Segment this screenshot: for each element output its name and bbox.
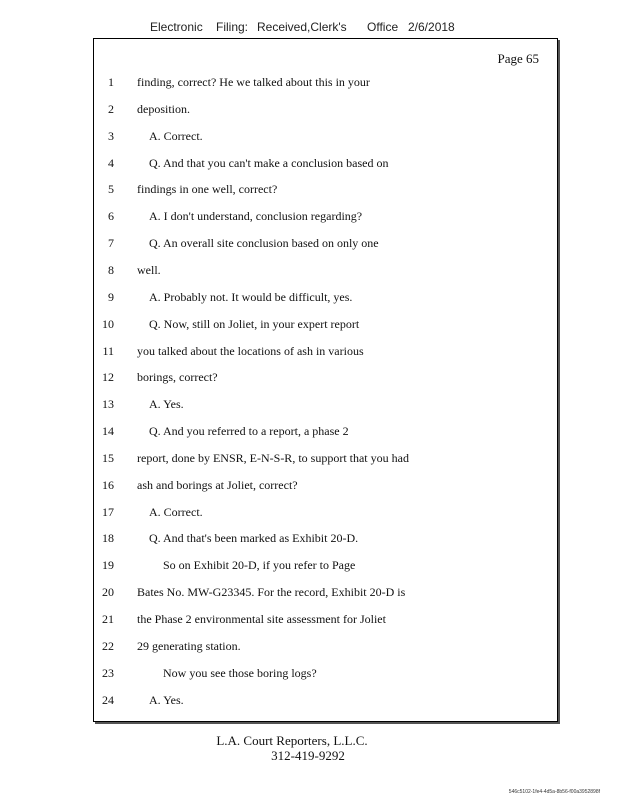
reporter-phone: 312-419-9292 — [271, 748, 345, 763]
header-word-filing: Filing: — [216, 20, 249, 34]
line-text: you talked about the locations of ash in various — [137, 343, 364, 358]
line-text: finding, correct? He we talked about this in your — [137, 75, 370, 89]
transcript-line — [94, 693, 554, 709]
line-text: Q. And that's been marked as Exhibit 20-D. — [149, 531, 359, 546]
line-text: Q. Now, still on Joliet, in your expert report — [149, 316, 360, 331]
line-number: 18 — [102, 531, 114, 546]
line-number: 21 — [102, 612, 114, 626]
line-number: 2 — [108, 101, 114, 116]
line-number: 23 — [102, 665, 114, 680]
transcript-line — [94, 505, 554, 521]
page-number: Page 65 — [497, 51, 539, 66]
line-number: 13 — [102, 397, 114, 412]
transcript-line — [94, 156, 554, 172]
line-text: A. Probably not. It would be difficult, yes. — [149, 289, 353, 304]
header-word-office: Office — [367, 20, 399, 34]
transcript-line — [94, 424, 554, 440]
line-text: Q. And that you can't make a conclusion based on — [149, 155, 389, 170]
transcript-line — [94, 290, 554, 306]
line-text: A. Correct. — [149, 128, 203, 143]
line-text: A. I don't understand, conclusion regarding? — [149, 209, 363, 224]
line-text: Now you see those boring logs? — [163, 665, 317, 680]
transcript-line — [94, 75, 554, 91]
line-text: Bates No. MW-G23345. For the record, Exhibit 20-D is — [137, 585, 406, 600]
line-number: 19 — [102, 558, 114, 573]
line-number: 6 — [108, 209, 114, 224]
header-word-received: Received,Clerk's — [257, 20, 347, 34]
transcript-line — [94, 370, 554, 386]
header-word-electronic: Electronic — [150, 20, 203, 34]
line-text: 29 generating station. — [137, 638, 241, 653]
reporter-company: L.A. Court Reporters, L.L.C. — [216, 733, 368, 748]
transcript-line — [94, 344, 554, 360]
header-date: 2/6/2018 — [408, 20, 455, 34]
line-number: 3 — [108, 128, 114, 143]
line-number: 5 — [108, 182, 114, 197]
line-text: So on Exhibit 20-D, if you refer to Page — [163, 558, 356, 573]
transcript-line — [94, 263, 554, 279]
line-number: 4 — [108, 155, 114, 170]
line-number: 10 — [102, 316, 114, 331]
transcript-line — [94, 639, 554, 655]
transcript-line — [94, 102, 554, 118]
transcript-line — [94, 666, 554, 682]
line-text: findings in one well, correct? — [137, 182, 278, 197]
line-number: 11 — [102, 343, 114, 358]
filing-header — [0, 20, 618, 38]
line-number: 17 — [102, 504, 114, 519]
transcript-line — [94, 209, 554, 225]
transcript-page — [93, 38, 558, 722]
document-hash: 546c5102-1fe4-4d5a-8b56-f00a3952898f — [508, 789, 600, 795]
transcript-line — [94, 612, 554, 628]
line-number: 8 — [108, 262, 114, 277]
line-text: deposition. — [137, 101, 190, 116]
transcript-line — [94, 317, 554, 333]
line-number: 22 — [102, 638, 114, 653]
line-text: the Phase 2 environmental site assessment for Joliet — [137, 612, 386, 626]
line-number: 7 — [108, 236, 114, 251]
transcript-line — [94, 129, 554, 145]
line-text: ash and borings at Joliet, correct? — [137, 477, 298, 492]
line-text: A. Correct. — [149, 504, 203, 519]
transcript-line — [94, 558, 554, 574]
line-number: 15 — [102, 450, 114, 465]
line-text: borings, correct? — [137, 370, 218, 385]
line-number: 9 — [108, 289, 114, 304]
line-text: report, done by ENSR, E-N-S-R, to support that you had — [137, 450, 409, 465]
line-number: 16 — [102, 477, 114, 492]
transcript-line — [94, 451, 554, 467]
line-number: 1 — [108, 75, 114, 89]
line-text: Q. An overall site conclusion based on only one — [149, 236, 379, 251]
transcript-line — [94, 397, 554, 413]
transcript-line — [94, 182, 554, 198]
line-number: 12 — [102, 370, 114, 385]
line-text: Q. And you referred to a report, a phase 2 — [149, 424, 349, 439]
transcript-line — [94, 478, 554, 494]
line-number: 14 — [102, 424, 114, 439]
transcript-line — [94, 585, 554, 601]
transcript-line — [94, 236, 554, 252]
line-number: 20 — [102, 585, 114, 600]
line-number: 24 — [102, 692, 114, 707]
line-text: A. Yes. — [149, 692, 184, 707]
transcript-line — [94, 531, 554, 547]
line-text: well. — [137, 262, 161, 277]
line-text: A. Yes. — [149, 397, 184, 412]
